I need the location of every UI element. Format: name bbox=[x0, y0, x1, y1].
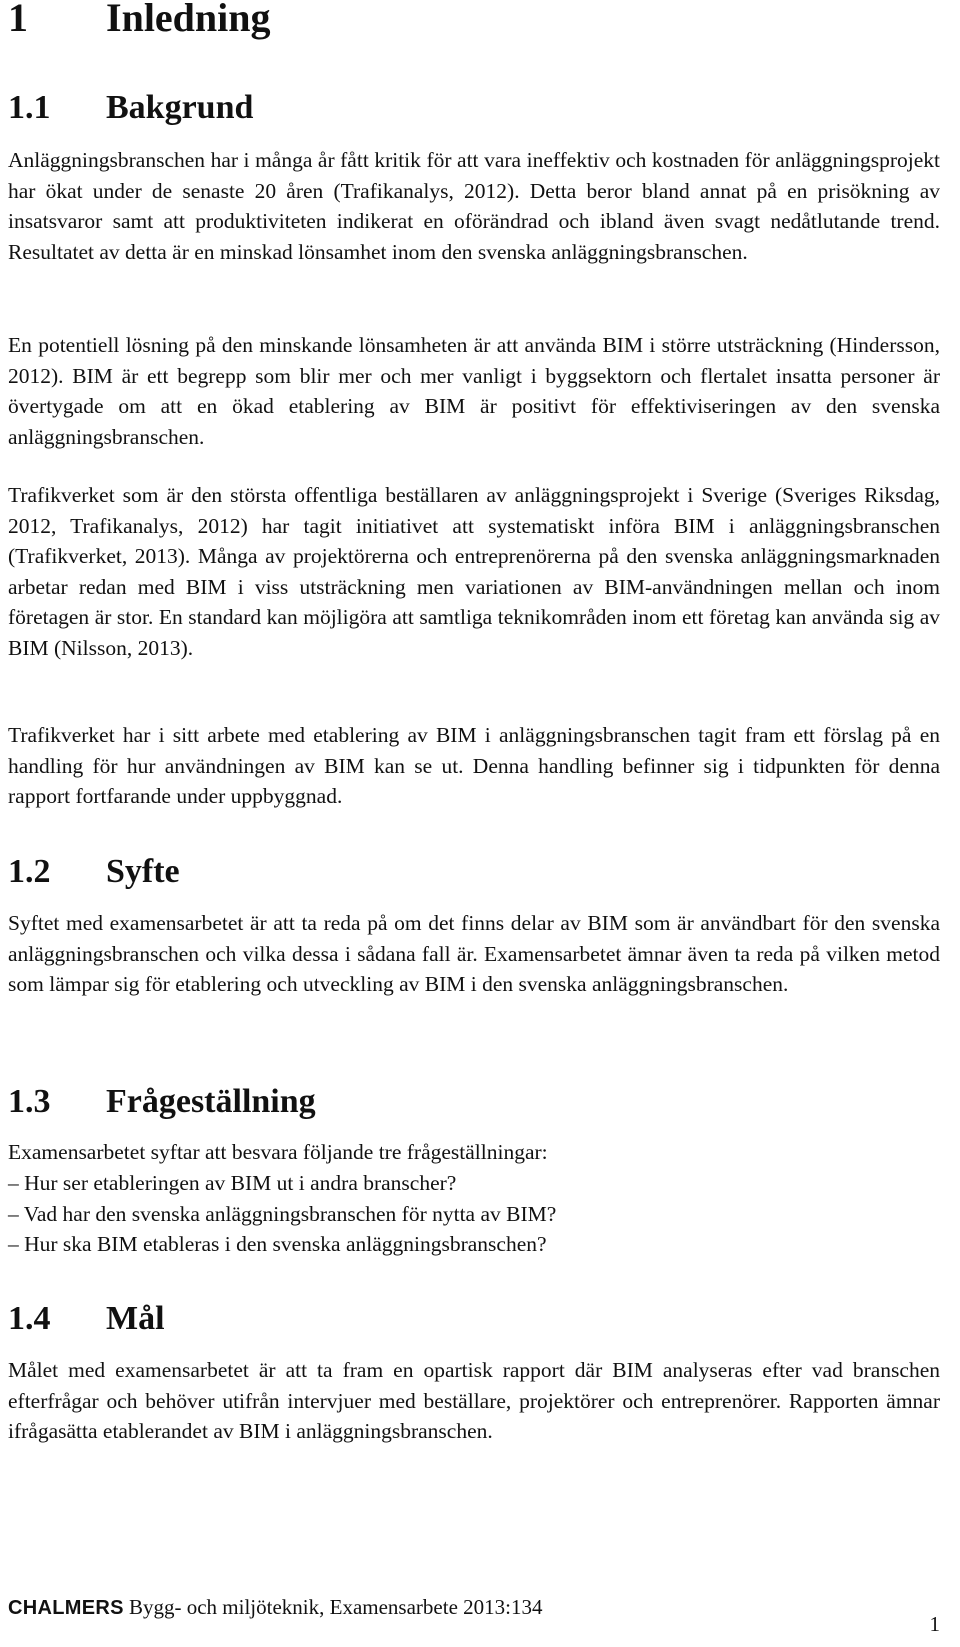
page-footer bbox=[8, 1595, 542, 1620]
paragraph-fragestallning-intro: Examensarbetet syftar att besvara följande tre frågeställningar: bbox=[8, 1140, 548, 1164]
section-title: Syfte bbox=[106, 853, 180, 890]
section-number: 1.1 bbox=[8, 89, 51, 126]
page-number: 1 bbox=[929, 1612, 940, 1636]
section-heading-mal bbox=[8, 1300, 165, 1338]
section-title: Bakgrund bbox=[106, 89, 254, 126]
chapter-title: Inledning bbox=[106, 0, 271, 40]
section-heading-bakgrund bbox=[8, 89, 253, 127]
paragraph-bakgrund-1: Anläggningsbranschen har i många år fått kritik för att vara ineffektiv och kostnaden för anläggningsprojekt har ökat under de senaste 20 åren (Trafikanalys, 2012). Detta beror bland annat på en prisökning av insatsvaror samt att produktiviteten indikerat en oförändrad och ibland även svagt nedåtlutande trend. Resultatet av detta är en minskad lönsamhet inom den svenska anläggningsbranschen. bbox=[8, 148, 940, 264]
chapter-heading bbox=[8, 0, 271, 41]
paragraph-bakgrund-4: Trafikverket har i sitt arbete med etablering av BIM i anläggningsbranschen tagit fram ett förslag på en handling för hur användningen av BIM kan se ut. Denna handling befinner sig i tidpunkten för denna rapport fortfarande under uppbyggnad. bbox=[8, 723, 940, 809]
section-number: 1.3 bbox=[8, 1083, 51, 1120]
list-item: – Hur ska BIM etableras i den svenska anläggningsbranschen? bbox=[8, 1232, 547, 1257]
section-heading-syfte bbox=[8, 853, 180, 891]
paragraph-bakgrund-3: Trafikverket som är den största offentliga beställaren av anläggningsprojekt i Sverige (Sveriges Riksdag, 2012, Trafikanalys, 2012) har tagit initiativet att systematiskt införa BIM i anläggningsbranschen (Trafikverket, 2013). Många av projektörerna och entreprenörerna på den svenska anläggningsmarknaden arbetar redan med BIM i viss utsträckning men variationen av BIM-användningen mellan och inom företagen är stor. En standard kan möjligöra att samtliga teknikområden inom ett företag kan använda sig av BIM (Nilsson, 2013). bbox=[8, 483, 940, 660]
chapter-number: 1 bbox=[8, 0, 28, 40]
chalmers-brand: CHALMERS bbox=[8, 1597, 124, 1619]
section-number: 1.2 bbox=[8, 853, 51, 890]
list-item: – Hur ser etableringen av BIM ut i andra branscher? bbox=[8, 1171, 457, 1195]
footer-text: Bygg- och miljöteknik, Examensarbete 2013:134 bbox=[128, 1595, 543, 1619]
section-title: Mål bbox=[106, 1300, 165, 1337]
paragraph-bakgrund-2: En potentiell lösning på den minskande lönsamheten är att använda BIM i större utsträckning (Hindersson, 2012). BIM är ett begrepp som blir mer och mer vanligt i byggsektorn och flertalet insatta personer är övertygade om att en ökad etablering av BIM är positivt för effektiviseringen av den svenska anläggningsbranschen. bbox=[8, 333, 940, 449]
section-number: 1.4 bbox=[8, 1300, 51, 1337]
paragraph-mal: Målet med examensarbetet är att ta fram en opartisk rapport där BIM analyseras efter vad branschen efterfrågar och behöver utifrån intervjuer med beställare, projektörer och entreprenörer. Rapporten ämnar ifrågasätta etablerandet av BIM i anläggningsbranschen. bbox=[8, 1358, 940, 1444]
section-heading-fragestallning bbox=[8, 1083, 316, 1121]
question-list bbox=[8, 1168, 940, 1260]
paragraph-syfte: Syftet med examensarbetet är att ta reda på om det finns delar av BIM som är användbart för den svenska anläggningsbranschen och vilka dessa i sådana fall är. Examensarbetet ämnar även ta reda på vilken metod som lämpar sig för etablering och utveckling av BIM i den svenska anläggningsbranschen. bbox=[8, 911, 940, 997]
section-title: Frågeställning bbox=[106, 1083, 316, 1120]
list-item: – Vad har den svenska anläggningsbranschen för nytta av BIM? bbox=[8, 1201, 557, 1226]
